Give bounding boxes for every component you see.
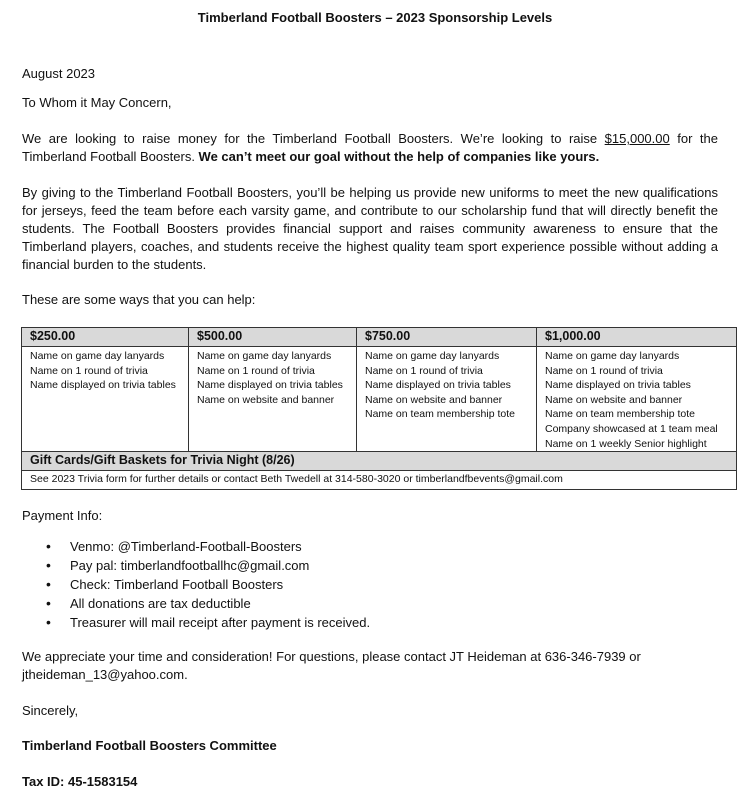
sponsorship-levels-table bbox=[21, 327, 737, 490]
benefit-item: Name on website and banner bbox=[197, 393, 335, 406]
payment-item: • Check: Timberland Football Boosters bbox=[22, 575, 370, 594]
gift-header-row bbox=[22, 452, 737, 471]
benefit-item: Name on 1 round of trivia bbox=[365, 364, 483, 377]
payment-item: • All donations are tax deductible bbox=[22, 594, 370, 613]
ways-intro: These are some ways that you can help: bbox=[22, 292, 256, 307]
tax-id: Tax ID: 45-1583154 bbox=[22, 774, 138, 789]
payment-item: • Pay pal: timberlandfootballhc@gmail.com bbox=[22, 556, 370, 575]
gift-title: Gift Cards/Gift Baskets for Trivia Night (8/26) bbox=[22, 452, 737, 471]
levels-benefits-row bbox=[22, 347, 737, 452]
benefit-item: Name on 1 round of trivia bbox=[545, 364, 663, 377]
benefit-item: Name on game day lanyards bbox=[30, 350, 165, 362]
committee-signature: Timberland Football Boosters Committee bbox=[22, 738, 277, 753]
benefit-item: Name displayed on trivia tables bbox=[365, 379, 511, 392]
levels-header-row bbox=[22, 328, 737, 347]
benefit-item: Name on game day lanyards bbox=[365, 350, 500, 362]
level-benefits bbox=[537, 347, 737, 452]
level-price: $250.00 bbox=[22, 328, 189, 347]
salutation: To Whom it May Concern, bbox=[22, 95, 172, 110]
payment-heading: Payment Info: bbox=[22, 508, 103, 523]
goal-amount: $15,000.00 bbox=[604, 131, 670, 146]
closing-paragraph: We appreciate your time and consideration! For questions, please contact JT Heideman at 636-346-7939 or jtheideman_13@yahoo.com. bbox=[22, 649, 641, 682]
gift-note-row bbox=[22, 471, 737, 490]
benefit-item: Name on team membership tote bbox=[545, 408, 695, 421]
benefit-item: Name on 1 round of trivia bbox=[197, 364, 315, 377]
benefit-item: Name on website and banner bbox=[365, 393, 503, 406]
benefit-item: Name displayed on trivia tables bbox=[30, 379, 176, 392]
level-benefits bbox=[189, 347, 357, 452]
letter-date: August 2023 bbox=[22, 66, 96, 81]
level-price: $1,000.00 bbox=[537, 328, 737, 347]
intro-bold-text: We can’t meet our goal without the help of companies like yours. bbox=[198, 149, 600, 164]
benefit-item: Name on website and banner bbox=[545, 393, 683, 406]
benefit-item: Name displayed on trivia tables bbox=[197, 379, 343, 392]
benefit-item: Name on 1 weekly Senior highlight bbox=[545, 437, 707, 450]
benefit-item: Name on team membership tote bbox=[365, 408, 515, 421]
benefit-item: Name on game day lanyards bbox=[545, 350, 680, 362]
page-title: Timberland Football Boosters – 2023 Sponsorship Levels bbox=[197, 10, 553, 25]
level-benefits bbox=[357, 347, 537, 452]
intro-paragraph bbox=[22, 130, 718, 166]
intro-text-a: We are looking to raise money for the Timberland Football Boosters. We’re looking to raise bbox=[22, 131, 605, 146]
level-benefits bbox=[22, 347, 189, 452]
sign-off: Sincerely, bbox=[22, 703, 79, 718]
payment-list bbox=[22, 537, 370, 632]
benefit-item: Name on game day lanyards bbox=[197, 350, 332, 362]
intro-text-b: for the Timberland Football Boosters. bbox=[22, 131, 719, 164]
payment-item: • Venmo: @Timberland-Football-Boosters bbox=[22, 537, 370, 556]
benefits-paragraph: By giving to the Timberland Football Boosters, you’ll be helping us provide new uniforms to meet the new qualifications for jerseys, feed the team before each varsity game, and contribute to our scholarship fund that will directly benefit the students. The Football Boosters provides financial support and raises community awareness to ensure that the Timberland players, coaches, and students receive the highest quality team sport experience possible without adding a financial burden to the students. bbox=[22, 185, 718, 272]
level-price: $500.00 bbox=[189, 328, 357, 347]
benefit-item: Company showcased at 1 team meal bbox=[545, 422, 718, 435]
level-price: $750.00 bbox=[357, 328, 537, 347]
gift-note: See 2023 Trivia form for further details or contact Beth Twedell at 314-580-3020 or timberlandfbevents@gmail.com bbox=[22, 471, 737, 490]
benefit-item: Name on 1 round of trivia bbox=[30, 364, 148, 377]
benefit-item: Name displayed on trivia tables bbox=[545, 379, 691, 392]
payment-item: • Treasurer will mail receipt after payment is received. bbox=[22, 613, 370, 632]
